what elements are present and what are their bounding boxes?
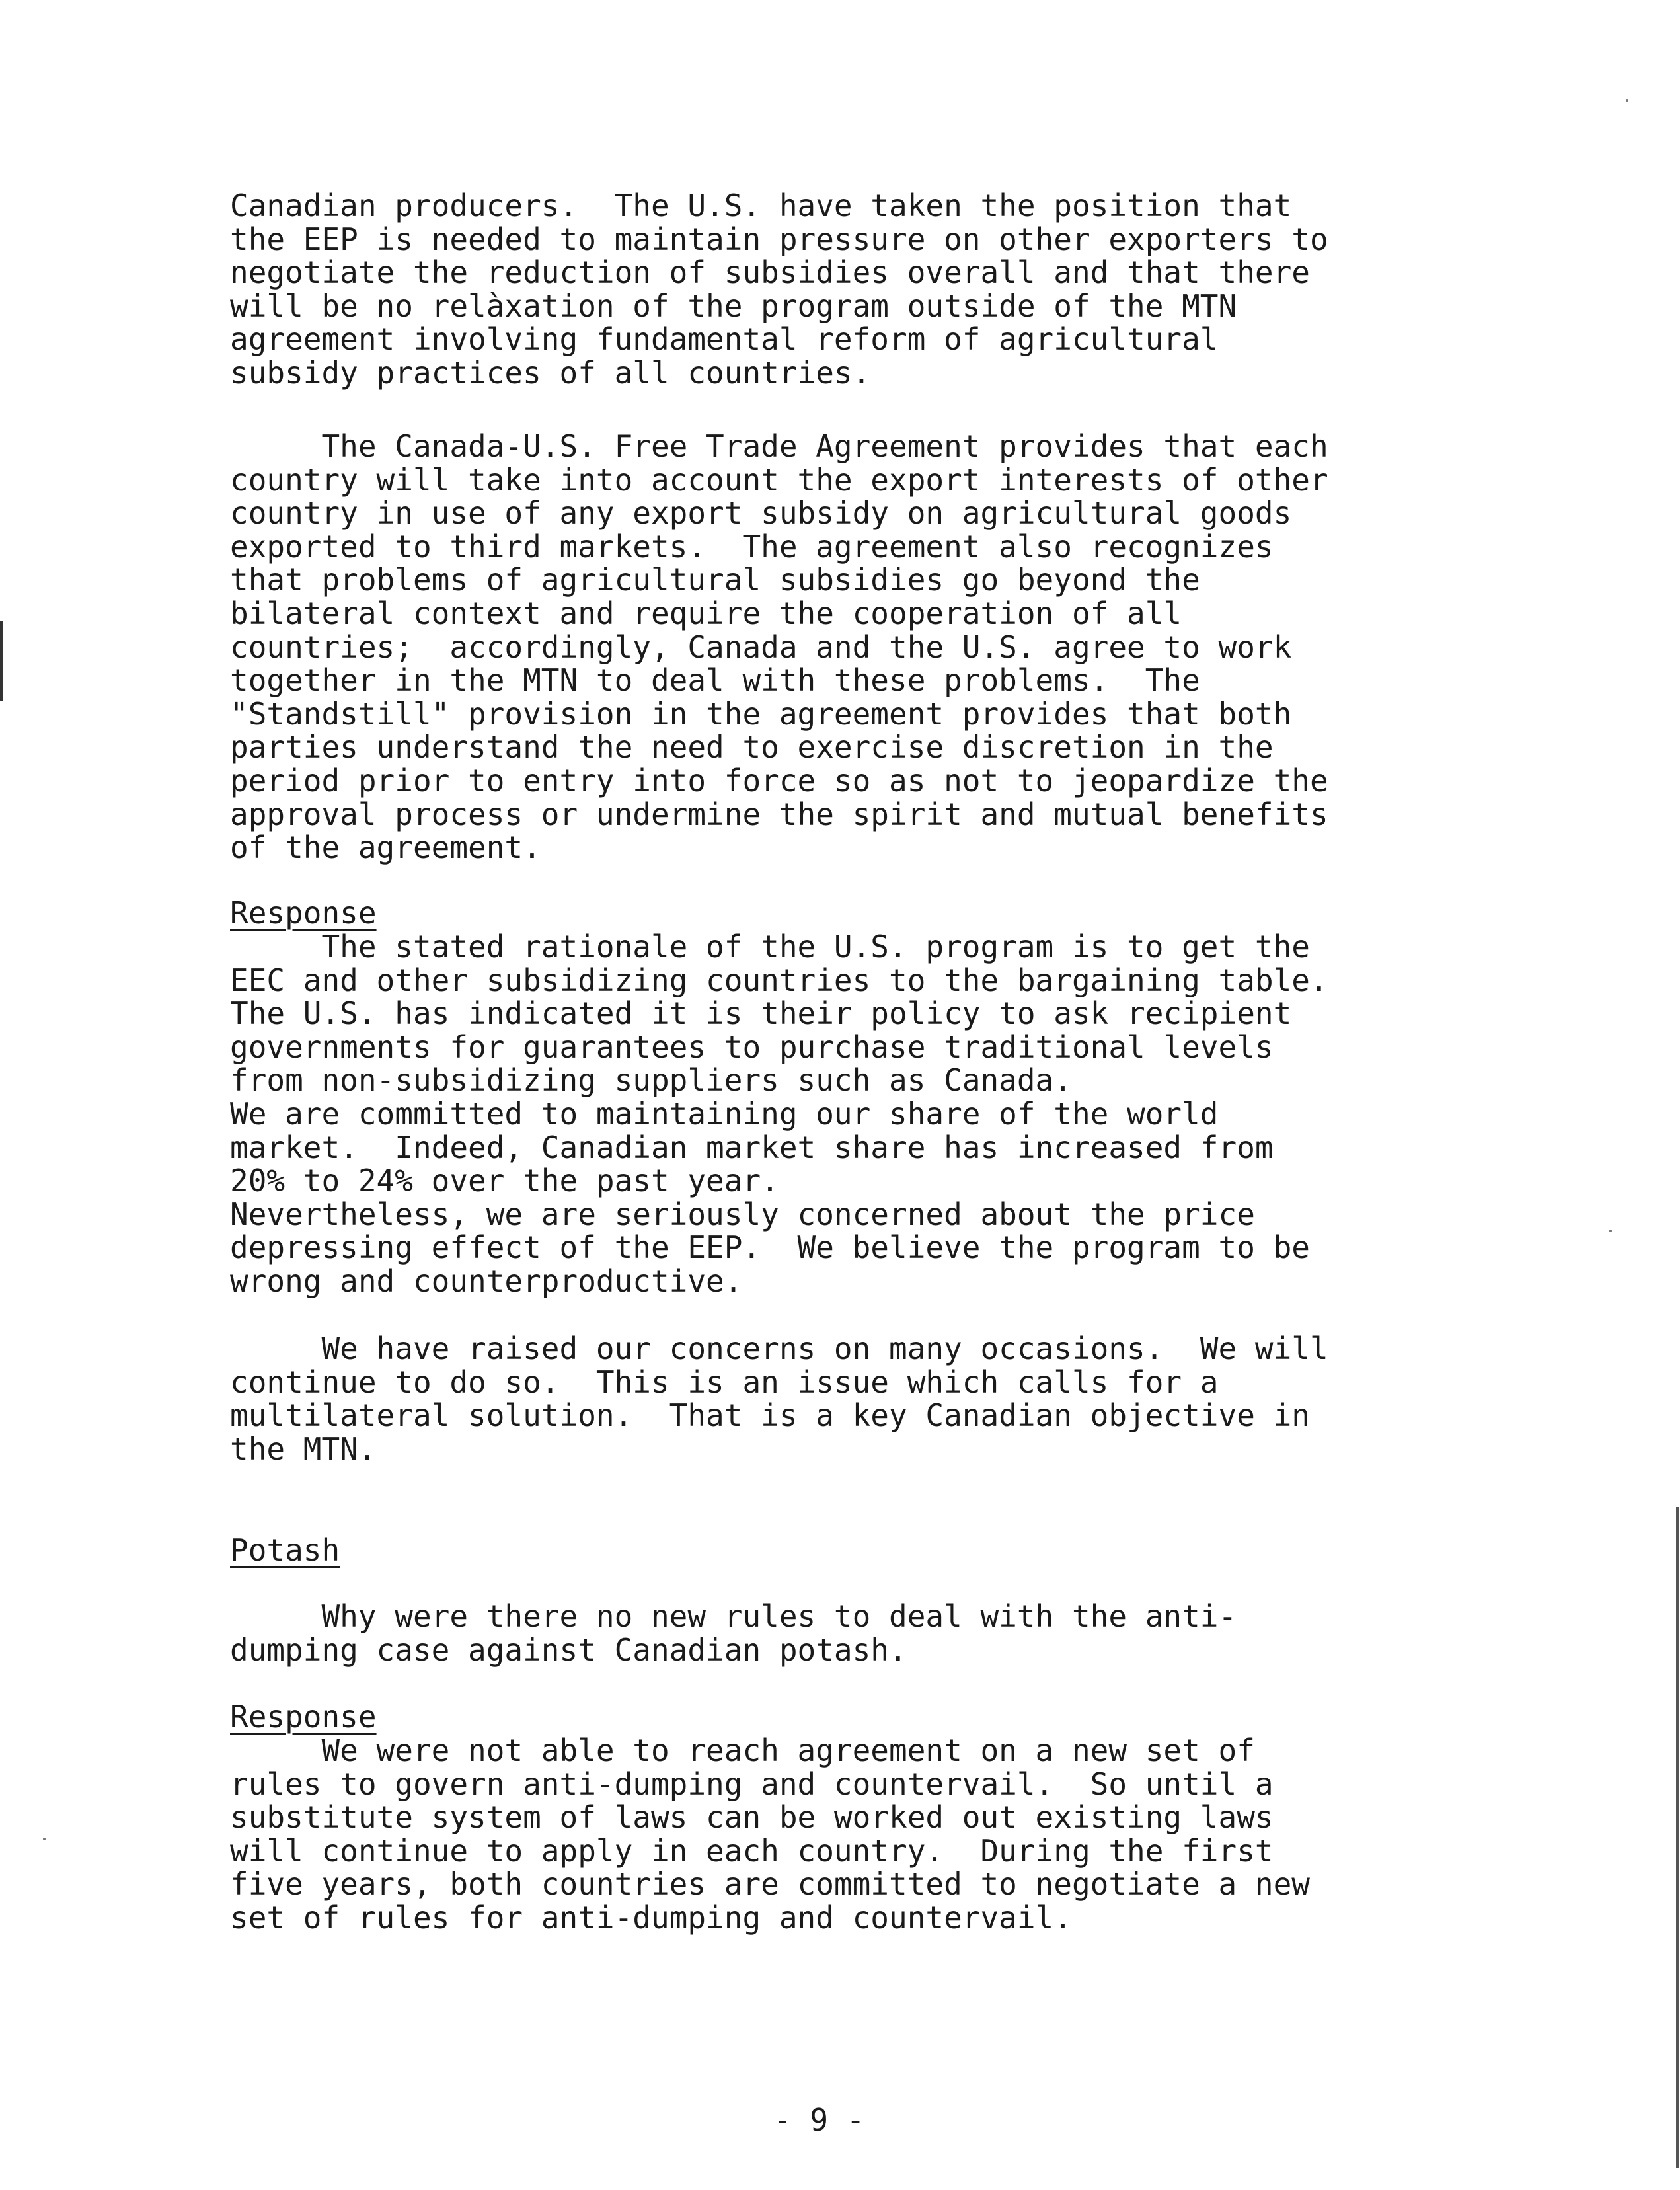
scan-speck — [1626, 99, 1628, 102]
heading-response-1: Response — [230, 895, 377, 931]
scan-speck — [1609, 1230, 1612, 1232]
paragraph-response-1: The stated rationale of the U.S. program is to get the EEC and other subsidizing countries to the bargaining table. The U.S. has indicated it is their policy to ask recipient governments for guarantees to purchase traditional levels from non-subsidizing suppliers such as Canada. We are committed to maintaining our share of the world market. Indeed, Canadian market share has increased from 20% to 24% over the past year. Nevertheless, we are seriously concerned about the price depressing effect of the EEP. We believe the program to be wrong and counterproductive. — [230, 929, 1328, 1299]
paragraph-free-trade-agreement: The Canada-U.S. Free Trade Agreement provides that each country will take into account the export interests of other country in use of any export subsidy on agricultural goods exported to third markets. The agreement also recognizes that problems of agricultural subsidies go beyond the bilateral context and require the cooperation of all countries; accordingly, Canada and the U.S. agree to work together in the MTN to deal with these problems. The "Standstill" provision in the agreement provides that both parties understand the need to exercise discretion in the period prior to entry into force so as not to jeopardize the approval process or undermine the spirit and mutual benefits of the agreement. — [230, 428, 1328, 866]
heading-response-2: Response — [230, 1699, 377, 1735]
page-number: - 9 - — [773, 2102, 865, 2138]
paragraph-eep-position: Canadian producers. The U.S. have taken the position that the EEP is needed to maintain pressure on other exporters to negotiate the reduction of subsidies overall and that there will be no relàxation of the program outside of the MTN agreement involving fundamental reform of agricultural subsidy practices of all countries. — [230, 188, 1328, 391]
paragraph-potash-question: Why were there no new rules to deal with the anti- dumping case against Canadian potash. — [230, 1598, 1237, 1668]
paragraph-concerns: We have raised our concerns on many occasions. We will continue to do so. This is an issue which calls for a multilateral solution. That is a key Canadian objective in the MTN. — [230, 1331, 1328, 1467]
paragraph-response-2: We were not able to reach agreement on a new set of rules to govern anti-dumping and countervail. So until a substitute system of laws can be worked out existing laws will continue to apply in each country. During the first five years, both countries are committed to negotiate a new set of rules for anti-dumping and countervail. — [230, 1733, 1310, 1936]
heading-potash: Potash — [230, 1532, 340, 1568]
scan-speck — [43, 1838, 46, 1840]
scan-edge-mark-left — [0, 621, 3, 701]
scan-edge-mark-right — [1676, 1507, 1679, 2168]
